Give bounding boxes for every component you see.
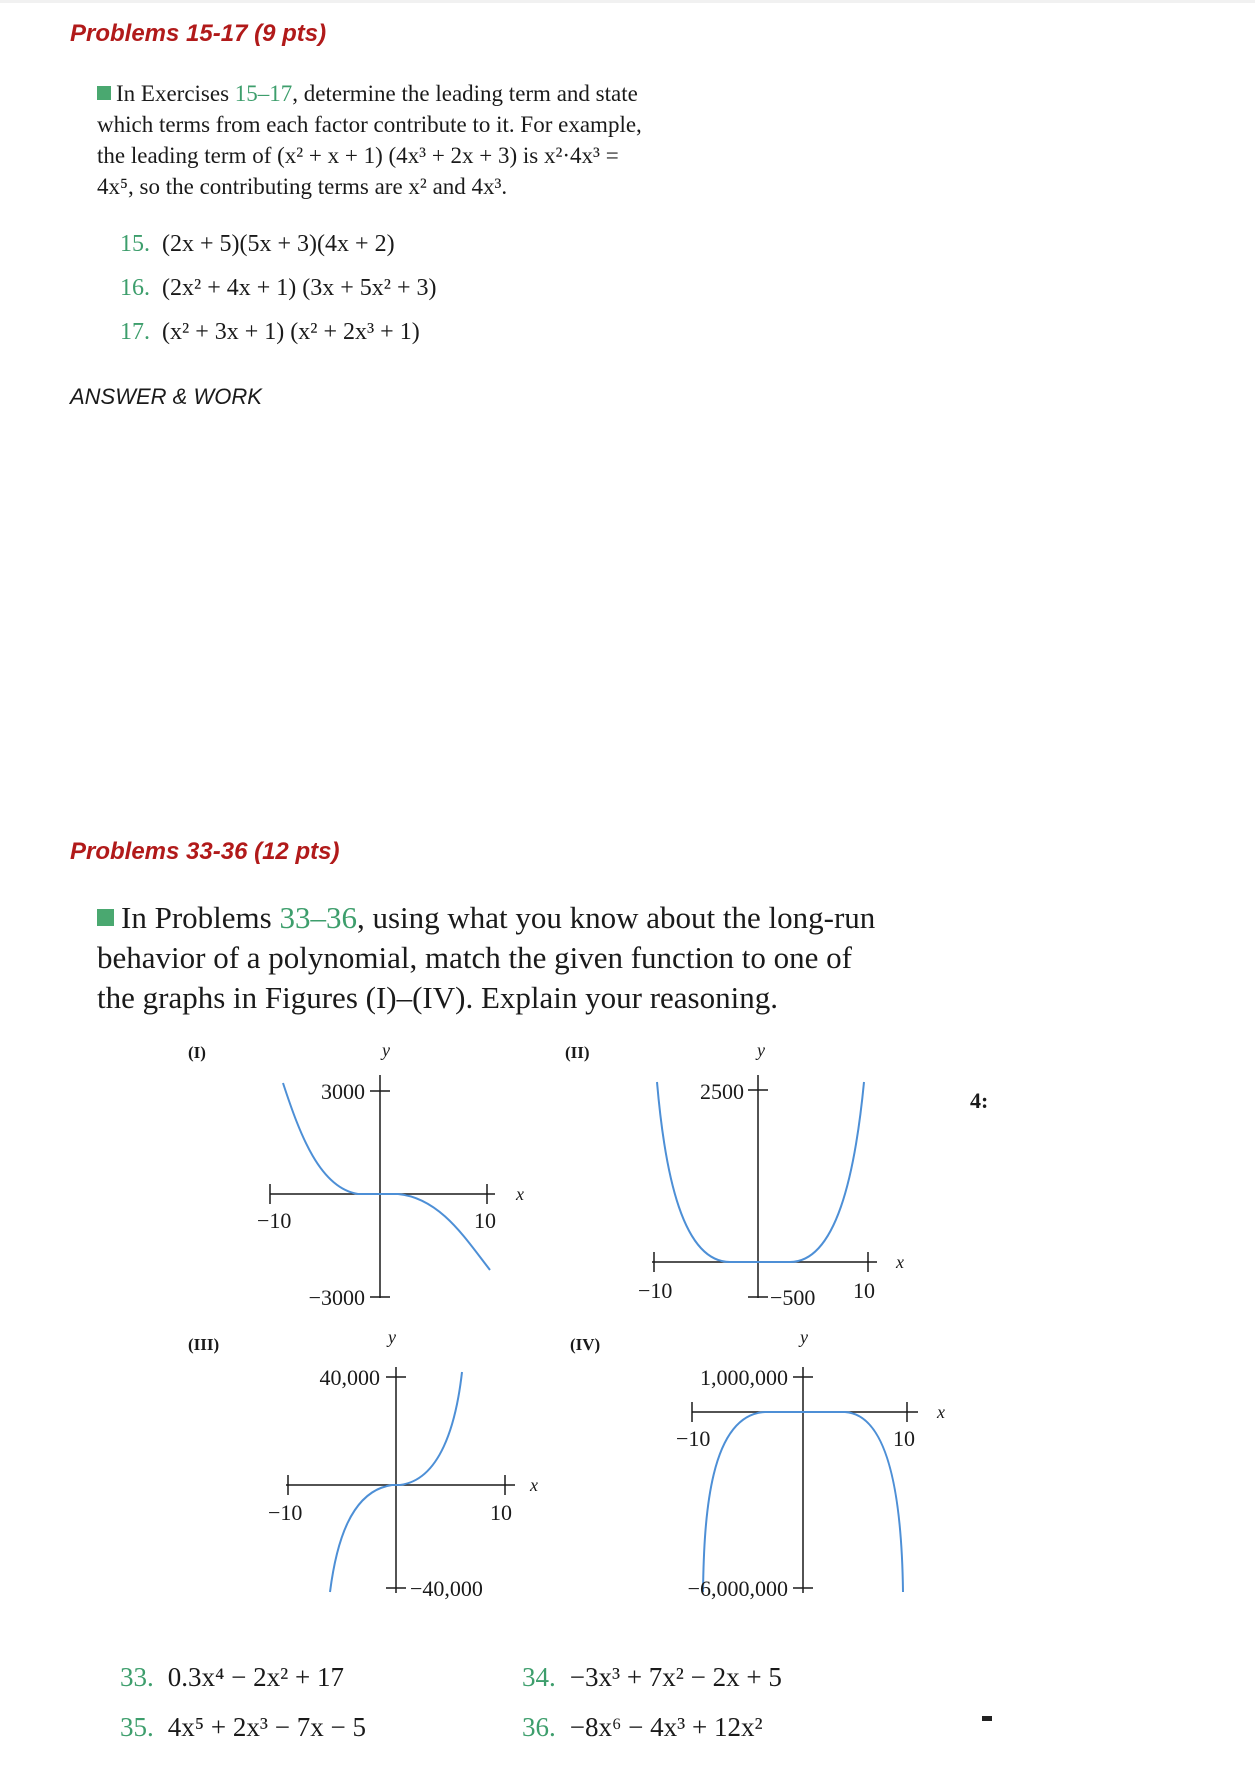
graph-1-curve: [283, 1083, 490, 1270]
graph-2-y-label: y: [757, 1040, 765, 1060]
graph-3-y-bottom: −40,000: [410, 1576, 483, 1601]
problem-instructions: In Problems 33–36, using what you know about the long-run behavior of a polynomial, match the given function to one of the graphs in Figures (I)–(IV). Explain your reasoning.: [97, 900, 876, 1015]
graph-3-y-top: 40,000: [319, 1365, 380, 1390]
graph-3-x-left: −10: [268, 1500, 303, 1525]
graph-3-x-right: 10: [490, 1500, 512, 1525]
section-title-33-36: Problems 33-36 (12 pts): [70, 838, 340, 865]
exercise-15: 15. (2x + 5)(5x + 3)(4x + 2): [120, 231, 395, 257]
graph-2-id: (II): [565, 1043, 590, 1062]
graph-1-y-bottom: −3000: [308, 1285, 365, 1310]
graph-3-id: (III): [188, 1335, 220, 1354]
graph-1-y-label: y: [382, 1040, 390, 1060]
graph-1-x-right: 10: [474, 1208, 496, 1233]
graph-3-x-label: x: [530, 1475, 538, 1495]
graph-1-y-top: 3000: [321, 1079, 365, 1104]
graph-1-id: (I): [188, 1043, 206, 1062]
graph-4-y-bottom: −6,000,000: [687, 1576, 788, 1601]
graph-1-x-left: −10: [257, 1208, 292, 1233]
problem-34: 34. −3x³ + 7x² − 2x + 5: [522, 1662, 782, 1692]
graph-3-y-label: y: [388, 1327, 396, 1347]
exercise-instructions: In Exercises 15–17, determine the leading term and state which terms from each factor contribute to it. For example, the leading term of (x² + x + 1) (4x³ + 2x + 3) is x²·4x³ = 4x⁵, so the contributing terms are x² and 4x³.: [97, 81, 642, 199]
graph-4-id: (IV): [570, 1335, 601, 1354]
graph-4-x-right: 10: [893, 1426, 915, 1451]
graph-2-y-top: 2500: [700, 1079, 744, 1104]
graph-4-y-label: y: [800, 1327, 808, 1347]
cut-off-text-fragment: 4:: [970, 1088, 989, 1113]
graph-1-x-label: x: [516, 1184, 524, 1204]
exercise-17: 17. (x² + 3x + 1) (x² + 2x³ + 1): [120, 319, 420, 345]
graph-2-y-bottom: −500: [770, 1285, 816, 1310]
section-title-15-17: Problems 15-17 (9 pts): [70, 20, 327, 47]
problem-33: 33. 0.3x⁴ − 2x² + 17: [120, 1662, 344, 1692]
graph-2-x-right: 10: [853, 1278, 875, 1303]
problem-36: 36. −8x⁶ − 4x³ + 12x²: [522, 1712, 763, 1742]
graph-2-curve: [657, 1082, 864, 1262]
graph-4-y-top: 1,000,000: [700, 1365, 788, 1390]
exercise-16: 16. (2x² + 4x + 1) (3x + 5x² + 3): [120, 275, 437, 301]
edge-mark: [982, 1716, 992, 1721]
graph-2-x-label: x: [896, 1252, 904, 1272]
answer-work-label: ANSWER & WORK: [70, 384, 262, 409]
graph-2-x-left: −10: [638, 1278, 673, 1303]
problem-35: 35. 4x⁵ + 2x³ − 7x − 5: [120, 1712, 366, 1742]
graph-4-x-label: x: [937, 1402, 945, 1422]
graph-4-x-left: −10: [676, 1426, 711, 1451]
